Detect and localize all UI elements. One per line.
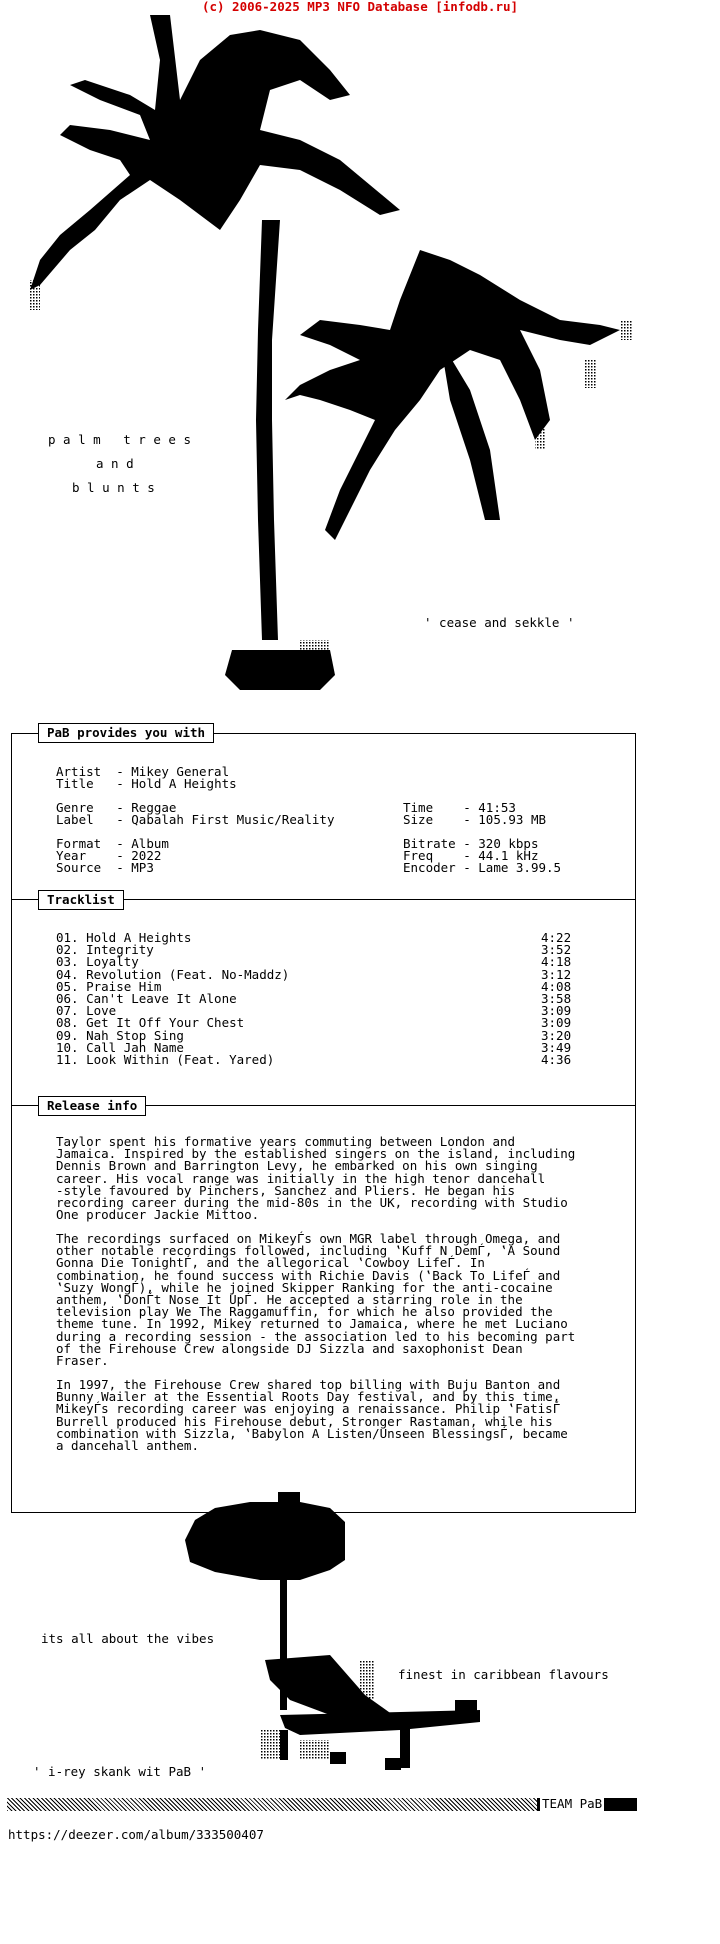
art-caption-line3: b l u n t s xyxy=(72,480,155,495)
team-label: TEAM PaB xyxy=(542,1796,603,1811)
artist-value: Mikey General xyxy=(131,764,230,779)
nfo-header: (c) 2006-2025 MP3 NFO Database [infodb.ru] xyxy=(201,0,519,14)
track-duration: 3:09 xyxy=(541,1003,572,1019)
time-row: Time - 41:53 xyxy=(403,800,516,815)
track-duration: 3:52 xyxy=(541,942,572,958)
track-duration: 4:22 xyxy=(541,930,572,945)
track-title: 02. Integrity xyxy=(56,942,154,958)
track-title: 06. Can't Leave It Alone xyxy=(56,991,237,1006)
palm-tree-art xyxy=(0,0,720,720)
track-title: 10. Call Jah Name xyxy=(56,1039,184,1055)
track-duration: 3:58 xyxy=(541,991,572,1006)
art-quote-top: ' cease and sekkle ' xyxy=(424,615,575,630)
track-title: 03. Loyalty xyxy=(56,954,139,970)
track-duration: 3:09 xyxy=(541,1015,572,1031)
format-row: Format - Album xyxy=(56,836,169,851)
track-duration: 3:12 xyxy=(541,966,572,982)
release-paragraph-1: Taylor spent his formative years commuting between London and Jamaica. Inspired by the established singers on the island, including Dennis Brown and Barrington Levy, he embarked on his own singing career. His vocal range was initially in the high tenor dancehall -style favoured by Pinchers, Sanchez and Pliers. He began his recording career during the mid-80s in the UK, recording with Studio One producer Jackie Mittoo. xyxy=(56,1134,576,1223)
track-title: 01. Hold A Heights xyxy=(56,930,192,945)
freq-row: Freq - 44.1 kHz xyxy=(403,848,539,863)
size-row: Size - 105.93 MB xyxy=(403,812,546,827)
release-paragraph-2: The recordings surfaced on MikeyЃs own MGR label through Omega, and other notable recordings followed, including ‛Kuff N DemЃ, ‛A Sound Gonna Die TonightЃ, and the allegorical ‛Cowboy LifeЃ. In combination, he found success with Richie Davis (‛Back To LifeЃ and ‛Suzy WongЃ), while he joined Skipper Ranking for the anti-cocaine anthem, ‛DonЃt Nose It UpЃ. He accepted a starring role in the television play We The Raggamuffin, for which he also provided the theme tune. In 1992, Mikey returned to Jamaica, where he met Luciano during a recording session - the association led to his becoming part of the Firehouse Crew alongside DJ Sizzla and saxophonist Dean Fraser. xyxy=(56,1231,576,1369)
art-caption-skank: ' i-rey skank wit PaB ' xyxy=(33,1764,207,1779)
title-row: Title - Hold A Heights xyxy=(56,776,237,791)
genre-row: Genre - Reggae xyxy=(56,800,177,815)
track-title: 04. Revolution (Feat. No-Maddz) xyxy=(56,966,290,982)
track-row xyxy=(56,1054,274,1066)
track-title: 11. Look Within (Feat. Yared) xyxy=(56,1052,275,1067)
track-duration: 4:08 xyxy=(541,978,572,994)
year-row: Year - 2022 xyxy=(56,848,162,863)
title-value: Hold A Heights xyxy=(131,776,237,791)
track-title: 07. Love xyxy=(56,1003,117,1019)
source-row: Source - MP3 xyxy=(56,860,154,875)
artist-row: Artist - Mikey General xyxy=(56,764,230,779)
art-caption-flavours: finest in caribbean flavours xyxy=(398,1667,609,1682)
encoder-row: Encoder - Lame 3.99.5 xyxy=(403,860,562,875)
art-caption-vibes: its all about the vibes xyxy=(41,1631,215,1646)
track-title: 08. Get It Off Your Chest xyxy=(56,1015,245,1031)
label-row: Label - Qabalah First Music/Reality xyxy=(56,812,335,827)
track-duration: 3:20 xyxy=(541,1027,572,1043)
art-caption-line2: a n d xyxy=(96,456,134,471)
track-duration: 3:49 xyxy=(541,1039,572,1055)
art-caption-line1: p a l m t r e e s xyxy=(48,432,191,447)
track-title: 05. Praise Him xyxy=(56,978,162,994)
track-duration: 4:18 xyxy=(541,954,572,970)
section-title-release: Release info xyxy=(38,1096,146,1116)
section-title-tracklist: Tracklist xyxy=(38,890,124,910)
album-url-link[interactable]: https://deezer.com/album/333500407 xyxy=(8,1827,264,1842)
bitrate-row: Bitrate - 320 kbps xyxy=(403,836,539,851)
track-title: 09. Nah Stop Sing xyxy=(56,1027,184,1043)
track-duration: 4:36 xyxy=(541,1052,572,1067)
release-paragraph-3: In 1997, the Firehouse Crew shared top billing with Buju Banton and Bunny Wailer at the Essential Roots Day festival, and by this time, MikeyЃs recording career was enjoying a renaissance. Philip ‛FatisЃ Burrell produced his Firehouse debut, Stronger Rastaman, while his combination with Sizzla, ‛Babylon A Listen/Unseen BlessingsЃ, became a dancehall anthem. xyxy=(56,1377,568,1454)
section-title-info: PaB provides you with xyxy=(38,723,214,743)
